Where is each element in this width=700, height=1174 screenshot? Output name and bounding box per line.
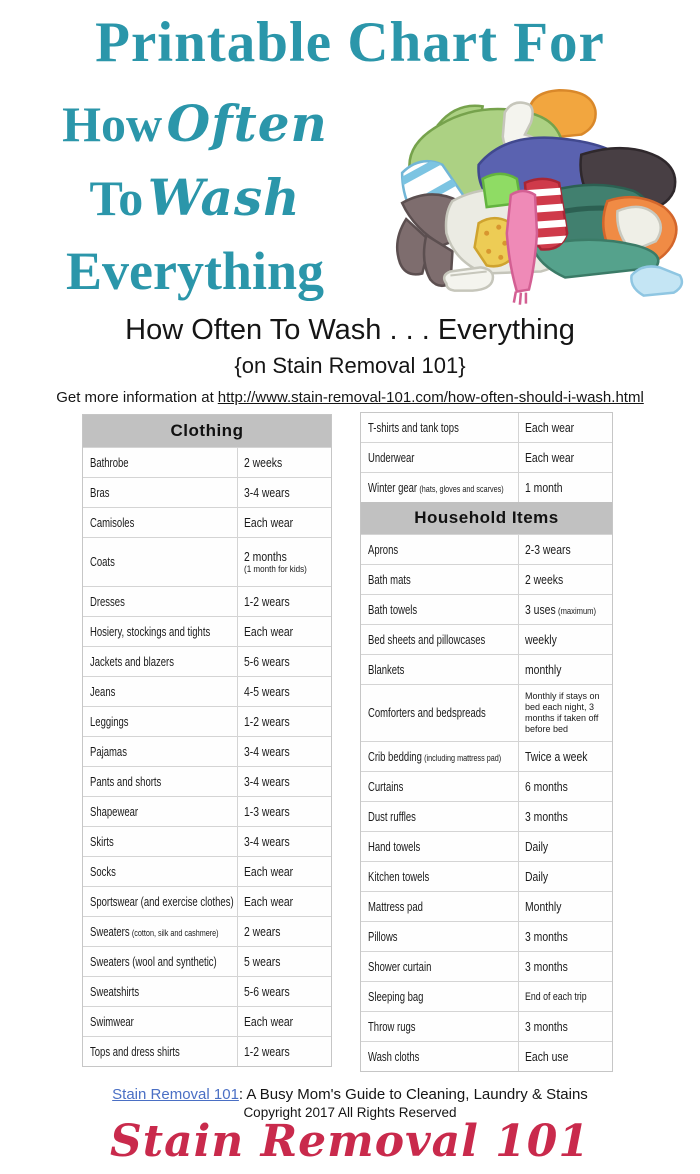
value-cell: Daily (518, 832, 612, 861)
household-table-header: Household Items (361, 502, 612, 534)
table-row (361, 442, 612, 472)
item-cell: T-shirts and tank tops (368, 420, 459, 435)
table-row (83, 586, 331, 616)
table-row (361, 413, 612, 442)
item-cell: Underwear (368, 450, 415, 465)
title-how: How (62, 96, 163, 152)
value-cell: 6 months (518, 772, 612, 801)
table-row (361, 684, 612, 741)
table-row (83, 826, 331, 856)
table-row (83, 946, 331, 976)
table-row (83, 616, 331, 646)
title-line-2 (0, 94, 390, 153)
value-cell: Each wear (237, 887, 331, 916)
title-to: To (89, 170, 144, 226)
footer-tagline: : A Busy Mom's Guide to Cleaning, Laundry & Stains (238, 1086, 588, 1103)
item-cell: Jeans (90, 684, 116, 699)
info-prefix: Get more information at (56, 389, 214, 406)
title-everything: Everything (65, 241, 324, 301)
table-row (83, 676, 331, 706)
item-cell: Aprons (368, 542, 399, 557)
brand-logo-text: Stain Removal 101 (109, 1116, 591, 1167)
item-cell: Coats (90, 555, 115, 569)
table-row (361, 741, 612, 771)
value-note: (1 month for kids) (244, 563, 307, 575)
item-cell: Throw rugs (368, 1019, 416, 1034)
table-row (361, 771, 612, 801)
value-cell: 5-6 wears (237, 647, 331, 676)
value-note: (maximum) (558, 606, 597, 617)
item-note: (including mattress pad) (424, 752, 502, 764)
table-row (83, 1006, 331, 1036)
value-cell: Each use (518, 1042, 612, 1071)
value-cell: 5-6 wears (237, 977, 331, 1006)
item-note: (hats, gloves and scarves) (419, 483, 504, 495)
item-cell: Sweatshirts (90, 984, 140, 999)
value-cell: Twice a week (518, 742, 612, 771)
value-cell: 3 months (518, 802, 612, 831)
table-row (361, 981, 612, 1011)
item-cell: Bathrobe (90, 455, 129, 470)
clothing-table-header: Clothing (83, 415, 331, 447)
item-cell: Socks (90, 864, 116, 879)
value-cell: weekly (518, 625, 612, 654)
item-cell: Sportswear (and exercise clothes) (90, 894, 234, 909)
clothing-table (82, 414, 332, 1067)
value-cell: 4-5 wears (237, 677, 331, 706)
item-cell: Swimwear (90, 1014, 134, 1029)
table-row (83, 646, 331, 676)
value-cell: Daily (518, 862, 612, 891)
item-cell: Blankets (368, 662, 405, 677)
item-cell: Crib bedding (including mattress pad) (368, 749, 502, 764)
table-row (361, 594, 612, 624)
laundry-pile-illustration (382, 84, 694, 316)
footer-credit-line (0, 1086, 700, 1103)
value-cell: 3-4 wears (237, 767, 331, 796)
table-row (83, 1036, 331, 1066)
table-row (83, 736, 331, 766)
item-cell: Bed sheets and pillowcases (368, 632, 486, 647)
value-cell: Monthly (518, 892, 612, 921)
table-row (83, 507, 331, 537)
table-row (83, 537, 331, 586)
item-cell: Dresses (90, 594, 125, 609)
title-line-1: Printable Chart For (95, 11, 605, 74)
value-cell: 1-3 wears (237, 797, 331, 826)
table-row (361, 1041, 612, 1071)
item-cell: Hand towels (368, 839, 421, 854)
item-cell: Camisoles (90, 515, 135, 530)
item-cell: Sweaters (cotton, silk and cashmere) (90, 924, 219, 939)
item-cell: Dust ruffles (368, 809, 416, 824)
value-cell: 3 months (518, 952, 612, 981)
value-cell: 5 wears (237, 947, 331, 976)
table-row (83, 976, 331, 1006)
table-row (83, 796, 331, 826)
item-cell: Bath mats (368, 572, 411, 587)
item-cell: Curtains (368, 779, 404, 794)
table-row (361, 624, 612, 654)
item-note: (cotton, silk and cashmere) (131, 927, 219, 939)
item-cell: Comforters and bedspreads (368, 706, 486, 720)
table-row (83, 886, 331, 916)
value-cell: 2 wears (237, 917, 331, 946)
value-cell: End of each trip (518, 982, 612, 1011)
value-cell: 3 uses (maximum) (518, 595, 612, 624)
household-table (360, 412, 613, 1072)
item-cell: Pillows (368, 929, 398, 944)
value-cell: 1 month (518, 473, 612, 502)
item-cell: Leggings (90, 714, 129, 729)
table-row (361, 534, 612, 564)
item-cell: Wash cloths (368, 1049, 420, 1064)
item-cell: Kitchen towels (368, 869, 430, 884)
item-cell: Pants and shorts (90, 774, 162, 789)
table-row (361, 472, 612, 502)
value-note: Monthly if stays on bed each night, 3 months if taken off before bed (525, 690, 600, 735)
item-cell: Skirts (90, 834, 114, 849)
value-cell: 1-2 wears (237, 707, 331, 736)
value-cell: 2-3 wears (518, 535, 612, 564)
table-row (361, 1011, 612, 1041)
value-cell (518, 685, 612, 741)
item-cell: Sweaters (wool and synthetic) (90, 954, 217, 969)
value-cell: monthly (518, 655, 612, 684)
item-cell: Hosiery, stockings and tights (90, 624, 211, 639)
table-row (361, 891, 612, 921)
table-row (361, 831, 612, 861)
item-cell: Mattress pad (368, 899, 423, 914)
footer-site-link[interactable]: Stain Removal 101 (112, 1086, 239, 1103)
footer-copyright: Copyright 2017 All Rights Reserved (243, 1105, 457, 1120)
table-row (83, 706, 331, 736)
item-cell: Pajamas (90, 744, 127, 759)
value-cell: Each wear (237, 508, 331, 537)
value-cell: Each wear (237, 857, 331, 886)
value-cell: 3-4 wears (237, 827, 331, 856)
item-cell: Shower curtain (368, 959, 432, 974)
title-wash: Wash (147, 168, 301, 227)
table-row (83, 447, 331, 477)
table-row (361, 921, 612, 951)
table-row (83, 856, 331, 886)
value-cell: 1-2 wears (237, 1037, 331, 1066)
title-line-3 (0, 168, 390, 227)
title-line-4 (0, 240, 390, 302)
value-cell: 3-4 wears (237, 478, 331, 507)
value-cell: Each wear (237, 617, 331, 646)
table-row (361, 564, 612, 594)
table-row (83, 477, 331, 507)
table-row (361, 801, 612, 831)
table-row (83, 916, 331, 946)
value-cell: 2 months (1 month for kids) (237, 538, 331, 586)
info-line (0, 389, 700, 406)
value-cell: Each wear (237, 1007, 331, 1036)
item-cell: Bras (90, 485, 110, 500)
value-cell: 2 weeks (518, 565, 612, 594)
item-cell: Sleeping bag (368, 989, 424, 1004)
value-cell: 3-4 wears (237, 737, 331, 766)
item-cell: Jackets and blazers (90, 654, 174, 669)
item-cell: Tops and dress shirts (90, 1044, 180, 1059)
title-often: Often (166, 94, 328, 153)
table-row (83, 766, 331, 796)
value-cell: 3 months (518, 1012, 612, 1041)
item-cell: Bath towels (368, 602, 418, 617)
item-cell: Shapewear (90, 804, 139, 819)
value-cell: 3 months (518, 922, 612, 951)
info-url-link[interactable]: http://www.stain-removal-101.com/how-often-should-i-wash.html (217, 389, 644, 406)
chart-subtitle-source: {on Stain Removal 101} (234, 353, 466, 378)
table-row (361, 654, 612, 684)
item-cell: Winter gear (hats, gloves and scarves) (368, 480, 504, 495)
table-row (361, 951, 612, 981)
chart-subtitle: How Often To Wash . . . Everything (125, 314, 575, 346)
value-cell: 2 weeks (237, 448, 331, 477)
table-row (361, 861, 612, 891)
value-cell: 1-2 wears (237, 587, 331, 616)
value-cell: Each wear (518, 413, 612, 442)
value-cell: Each wear (518, 443, 612, 472)
